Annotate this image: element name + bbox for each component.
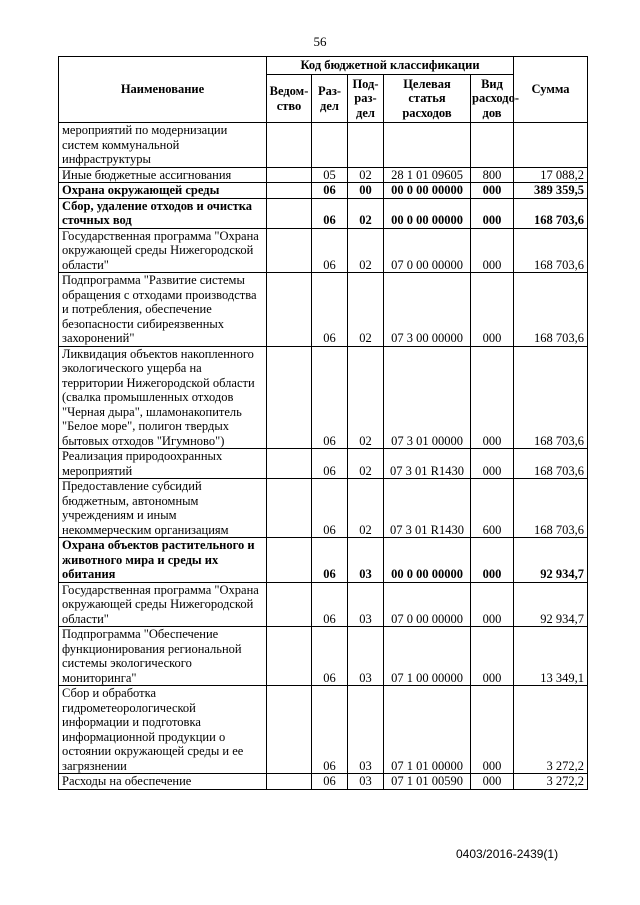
cell-section: 06 [312, 479, 348, 538]
cell-ministry [267, 774, 312, 790]
cell-section: 05 [312, 167, 348, 183]
cell-name: Подпрограмма "Обеспечение функционирования региональной системы экологического мониторинга" [59, 627, 267, 686]
table-row [59, 538, 588, 583]
cell-subsection [348, 123, 384, 168]
cell-subsection: 02 [348, 198, 384, 228]
cell-ministry [267, 228, 312, 273]
header-type: Вид расходо-дов [471, 75, 514, 123]
cell-subsection: 02 [348, 449, 384, 479]
cell-name: Ликвидация объектов накопленного экологического ущерба на территории Нижегородской области (свалка промышленных отходов "Черная дыра", шламонакопитель "Белое море", полигон твердых бытовых отходов "Игумново") [59, 346, 267, 449]
cell-name: Государственная программа "Охрана окружающей среды Нижегородской области" [59, 228, 267, 273]
cell-ministry [267, 123, 312, 168]
table-row [59, 449, 588, 479]
cell-ministry [267, 167, 312, 183]
cell-section [312, 123, 348, 168]
cell-type [471, 123, 514, 168]
table-body [59, 123, 588, 790]
cell-type: 000 [471, 774, 514, 790]
header-section: Раз-дел [312, 75, 348, 123]
table-row [59, 479, 588, 538]
document-code: 0403/2016-2439(1) [456, 847, 559, 861]
cell-ministry [267, 273, 312, 347]
cell-type: 000 [471, 346, 514, 449]
cell-type: 600 [471, 479, 514, 538]
cell-section: 06 [312, 627, 348, 686]
cell-type: 000 [471, 538, 514, 583]
table-row [59, 686, 588, 774]
cell-section: 06 [312, 273, 348, 347]
cell-name: Сбор, удаление отходов и очистка сточных вод [59, 198, 267, 228]
cell-subsection: 03 [348, 686, 384, 774]
cell-sum: 13 349,1 [514, 627, 588, 686]
cell-target: 07 1 01 00590 [384, 774, 471, 790]
cell-ministry [267, 183, 312, 199]
cell-sum: 92 934,7 [514, 538, 588, 583]
cell-section: 06 [312, 228, 348, 273]
cell-subsection: 02 [348, 273, 384, 347]
cell-target: 28 1 01 09605 [384, 167, 471, 183]
cell-target: 07 0 00 00000 [384, 228, 471, 273]
cell-sum: 168 703,6 [514, 479, 588, 538]
cell-target: 00 0 00 00000 [384, 198, 471, 228]
cell-ministry [267, 198, 312, 228]
cell-type: 000 [471, 183, 514, 199]
cell-type: 000 [471, 627, 514, 686]
cell-subsection: 03 [348, 582, 384, 627]
cell-ministry [267, 582, 312, 627]
table-row [59, 273, 588, 347]
header-target: Целевая статья расходов [384, 75, 471, 123]
cell-ministry [267, 538, 312, 583]
table-row [59, 183, 588, 199]
cell-sum [514, 123, 588, 168]
table-row [59, 198, 588, 228]
table-row [59, 627, 588, 686]
table-row [59, 346, 588, 449]
cell-sum: 17 088,2 [514, 167, 588, 183]
cell-subsection: 02 [348, 228, 384, 273]
cell-subsection: 02 [348, 479, 384, 538]
cell-section: 06 [312, 774, 348, 790]
cell-subsection: 03 [348, 538, 384, 583]
cell-name: Государственная программа "Охрана окружающей среды Нижегородской области" [59, 582, 267, 627]
cell-subsection: 02 [348, 346, 384, 449]
cell-type: 000 [471, 228, 514, 273]
cell-subsection: 02 [348, 167, 384, 183]
cell-section: 06 [312, 582, 348, 627]
cell-ministry [267, 686, 312, 774]
cell-type: 000 [471, 449, 514, 479]
cell-target: 07 0 00 00000 [384, 582, 471, 627]
table-row [59, 123, 588, 168]
cell-sum: 3 272,2 [514, 774, 588, 790]
page-number: 56 [313, 34, 327, 49]
cell-target: 07 3 01 R1430 [384, 479, 471, 538]
cell-name: Подпрограмма "Развитие системы обращения с отходами производства и потребления, обеспечение безопасности сибиреязвенных захоронений" [59, 273, 267, 347]
cell-section: 06 [312, 346, 348, 449]
cell-target: 07 3 01 00000 [384, 346, 471, 449]
cell-sum: 168 703,6 [514, 273, 588, 347]
cell-ministry [267, 449, 312, 479]
cell-sum: 3 272,2 [514, 686, 588, 774]
cell-name: Расходы на обеспечение [59, 774, 267, 790]
cell-ministry [267, 346, 312, 449]
cell-name: мероприятий по модернизации систем коммунальной инфраструктуры [59, 123, 267, 168]
cell-name: Охрана окружающей среды [59, 183, 267, 199]
cell-type: 000 [471, 582, 514, 627]
cell-sum: 168 703,6 [514, 228, 588, 273]
cell-type: 000 [471, 686, 514, 774]
cell-sum: 168 703,6 [514, 346, 588, 449]
cell-section: 06 [312, 449, 348, 479]
cell-sum: 168 703,6 [514, 198, 588, 228]
cell-subsection: 03 [348, 774, 384, 790]
cell-ministry [267, 627, 312, 686]
table-row [59, 228, 588, 273]
cell-target: 07 3 01 R1430 [384, 449, 471, 479]
table-row [59, 167, 588, 183]
cell-name: Сбор и обработка гидрометеорологической информации и подготовка информационной продукции о остоянии окружающей среды и ее загрязнении [59, 686, 267, 774]
cell-section: 06 [312, 198, 348, 228]
cell-target: 00 0 00 00000 [384, 183, 471, 199]
header-name: Наименование [59, 57, 267, 123]
table-row [59, 774, 588, 790]
header-sum: Сумма [514, 57, 588, 123]
cell-type: 000 [471, 273, 514, 347]
cell-name: Реализация природоохранных мероприятий [59, 449, 267, 479]
cell-subsection: 00 [348, 183, 384, 199]
budget-table [58, 56, 588, 790]
cell-target: 00 0 00 00000 [384, 538, 471, 583]
cell-section: 06 [312, 686, 348, 774]
cell-type: 000 [471, 198, 514, 228]
cell-sum: 168 703,6 [514, 449, 588, 479]
cell-target: 07 3 00 00000 [384, 273, 471, 347]
cell-name: Иные бюджетные ассигнования [59, 167, 267, 183]
cell-type: 800 [471, 167, 514, 183]
cell-target: 07 1 01 00000 [384, 686, 471, 774]
cell-subsection: 03 [348, 627, 384, 686]
cell-ministry [267, 479, 312, 538]
cell-sum: 389 359,5 [514, 183, 588, 199]
cell-section: 06 [312, 538, 348, 583]
cell-section: 06 [312, 183, 348, 199]
table-row [59, 582, 588, 627]
header-ministry: Ведом-ство [267, 75, 312, 123]
cell-target [384, 123, 471, 168]
header-subsection: Под-раз-дел [348, 75, 384, 123]
cell-target: 07 1 00 00000 [384, 627, 471, 686]
header-code-group: Код бюджетной классификации [267, 57, 514, 75]
cell-name: Предоставление субсидий бюджетным, автономным учреждениям и иным некоммерческим организациям [59, 479, 267, 538]
cell-sum: 92 934,7 [514, 582, 588, 627]
cell-name: Охрана объектов растительного и животного мира и среды их обитания [59, 538, 267, 583]
